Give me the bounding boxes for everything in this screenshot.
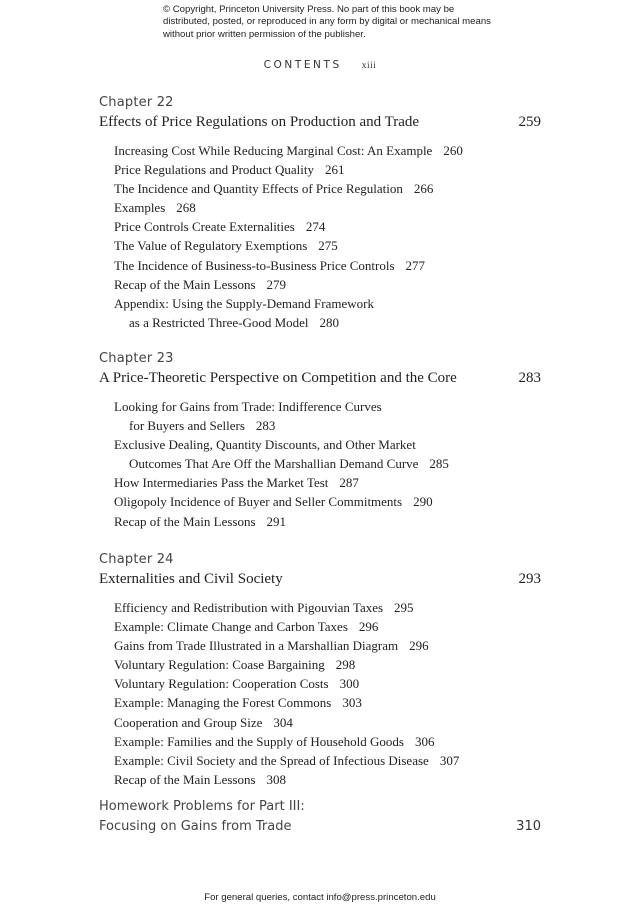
entry-page: 296 — [409, 638, 429, 654]
entry-page: 295 — [394, 600, 414, 615]
entry-title: Example: Managing the Forest Commons — [114, 695, 332, 711]
chapter-title-row[interactable] — [99, 569, 541, 589]
entry-title: Example: Civil Society and the Spread of Infectious Disease — [114, 752, 429, 768]
entry-title: Recap of the Main Lessons — [114, 276, 256, 292]
entry-title: Efficiency and Redistribution with Pigouvian Taxes — [114, 600, 384, 615]
entry-title-continuation: as a Restricted Three-Good Model — [129, 314, 309, 330]
entry-page: 308 — [266, 771, 287, 787]
chapter-title: Effects of Price Regulations on Production and Trade — [99, 114, 420, 130]
chapter-entries — [114, 397, 541, 531]
toc-entry-continuation[interactable] — [114, 454, 541, 473]
entry-title: Cooperation and Group Size — [114, 714, 263, 730]
entry-title: Appendix: Using the Supply-Demand Framework — [114, 295, 374, 311]
entry-page: 296 — [358, 619, 379, 635]
entry-title: Price Regulations and Product Quality — [114, 162, 315, 178]
homework-title-line2: Focusing on Gains from Trade — [99, 819, 292, 834]
chapter-title-row[interactable] — [99, 368, 541, 388]
chapter-label: Chapter 22 — [99, 95, 174, 110]
entry-page: 274 — [305, 219, 326, 235]
entry-title: Oligopoly Incidence of Buyer and Seller Commitments — [114, 494, 403, 510]
entry-page: 290 — [413, 494, 433, 510]
toc-entry[interactable] — [114, 512, 541, 531]
entry-title: Voluntary Regulation: Coase Bargaining — [114, 657, 325, 673]
toc-entry[interactable] — [114, 732, 541, 751]
toc-entry[interactable] — [114, 435, 541, 454]
entry-page: 261 — [325, 162, 345, 178]
chapter-entries — [114, 598, 541, 789]
running-head-page-number: xiii — [361, 61, 377, 71]
entry-title: Increasing Cost While Reducing Marginal Cost: An Example — [114, 143, 433, 158]
toc-entry-continuation[interactable] — [114, 313, 541, 332]
entry-page: 268 — [176, 200, 196, 216]
entry-title: Example: Climate Change and Carbon Taxes — [114, 619, 348, 635]
chapter-22-section — [99, 94, 541, 332]
toc-entry[interactable] — [114, 674, 541, 693]
toc-entry[interactable] — [114, 636, 541, 655]
toc-entry[interactable] — [114, 751, 541, 770]
entry-page: 280 — [319, 314, 340, 330]
entry-page: 285 — [429, 456, 449, 472]
entry-page: 304 — [273, 714, 293, 730]
entry-title: Examples — [114, 200, 166, 216]
homework-title-line1: Homework Problems for Part III: — [99, 799, 305, 814]
entry-title: Exclusive Dealing, Quantity Discounts, and Other Market — [114, 437, 416, 453]
entry-title: Looking for Gains from Trade: Indifference Curves — [114, 399, 382, 414]
entry-page: 307 — [439, 752, 460, 768]
entry-title: The Incidence and Quantity Effects of Price Regulation — [114, 181, 403, 197]
toc-entry[interactable] — [114, 598, 541, 617]
chapter-entries — [114, 141, 541, 332]
toc-entry[interactable] — [114, 473, 541, 492]
chapter-page-number: 259 — [518, 114, 541, 130]
toc-entry[interactable] — [114, 141, 541, 160]
toc-entry[interactable] — [114, 770, 541, 789]
running-head-label: CONTENTS — [263, 59, 342, 71]
homework-section[interactable] — [99, 797, 541, 837]
toc-entry[interactable] — [114, 492, 541, 511]
chapter-page-number: 293 — [518, 571, 541, 587]
toc-entry[interactable] — [114, 275, 541, 294]
entry-title-continuation: for Buyers and Sellers — [129, 418, 245, 434]
entry-page: 283 — [255, 418, 276, 434]
chapter-24-section — [99, 551, 541, 789]
toc-entry[interactable] — [114, 294, 541, 313]
entry-title: Recap of the Main Lessons — [114, 771, 256, 787]
entry-page: 291 — [266, 513, 287, 529]
chapter-23-section — [99, 350, 541, 531]
entry-title: The Value of Regulatory Exemptions — [114, 238, 308, 254]
footer-contact: For general queries, contact info@press.princeton.edu — [204, 892, 436, 903]
entry-title-continuation: Outcomes That Are Off the Marshallian Demand Curve — [129, 456, 419, 472]
toc-entry[interactable] — [114, 655, 541, 674]
toc-entry[interactable] — [114, 217, 541, 236]
chapter-label: Chapter 23 — [99, 351, 174, 366]
entry-page: 260 — [443, 143, 463, 158]
toc-entry[interactable] — [114, 693, 541, 712]
entry-page: 303 — [342, 695, 362, 711]
toc-entry[interactable] — [114, 198, 541, 217]
chapter-title: A Price-Theoretic Perspective on Competition and the Core — [99, 370, 457, 386]
chapter-page-number: 283 — [518, 370, 541, 386]
chapter-label: Chapter 24 — [99, 552, 174, 567]
entry-page: 300 — [339, 676, 360, 692]
toc-entry[interactable] — [114, 256, 541, 275]
toc-entry[interactable] — [114, 617, 541, 636]
toc-entry[interactable] — [114, 713, 541, 732]
entry-page: 277 — [405, 257, 426, 273]
toc-entry[interactable] — [114, 397, 541, 416]
homework-page-number: 310 — [516, 819, 541, 834]
entry-title: Recap of the Main Lessons — [114, 513, 256, 529]
toc-entry[interactable] — [114, 236, 541, 255]
entry-page: 306 — [414, 733, 435, 749]
copyright-notice: © Copyright, Princeton University Press. No part of this book may be distributed, posted, or reproduced in any form by digital or mechanical means without prior written permission of the publisher. — [163, 4, 491, 40]
entry-page: 298 — [335, 657, 356, 673]
toc-entry[interactable] — [114, 160, 541, 179]
entry-title: Example: Families and the Supply of Household Goods — [114, 733, 404, 749]
entry-page: 266 — [413, 181, 434, 197]
toc-entry[interactable] — [114, 179, 541, 198]
entry-page: 287 — [339, 475, 359, 491]
entry-title: Price Controls Create Externalities — [114, 219, 295, 235]
entry-title: The Incidence of Business-to-Business Price Controls — [114, 257, 395, 273]
entry-title: Gains from Trade Illustrated in a Marshallian Diagram — [114, 638, 399, 654]
entry-title: How Intermediaries Pass the Market Test — [114, 475, 329, 491]
chapter-title-row[interactable] — [99, 112, 541, 132]
entry-page: 279 — [266, 276, 287, 292]
toc-entry-continuation[interactable] — [114, 416, 541, 435]
entry-page: 275 — [318, 238, 338, 254]
chapter-title: Externalities and Civil Society — [99, 571, 283, 587]
entry-title: Voluntary Regulation: Cooperation Costs — [114, 676, 329, 692]
running-head — [0, 59, 640, 71]
